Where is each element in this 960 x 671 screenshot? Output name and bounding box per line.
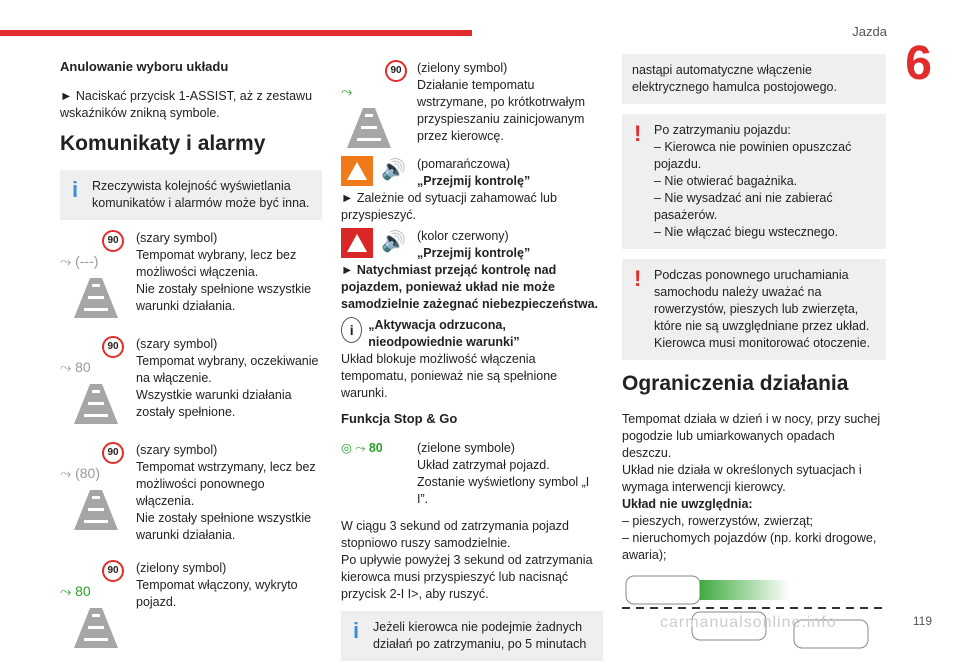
column-1 [60,58,322,666]
section-heading: Komunikaty i alarmy [60,131,266,155]
speed-limit-icon: 90 [385,60,407,82]
chapter-number: 6 [905,37,932,90]
status-item [60,560,322,650]
status-description: (zielony symbol) Tempomat włączony, wykryto pojazd. [136,561,298,610]
status-description: (szary symbol) Tempomat wybrany, lecz bez możliwości włączenia. Nie zostały spełnione wszystkie warunki działania. [136,231,312,314]
speed-value: (---) [75,253,99,270]
speed-value: 80 [75,359,91,376]
stopgo-description: (zielone symbole) Układ zatrzymał pojazd. Zostanie wyświetlony symbol „I I”. [417,440,590,506]
alert-instruction: ► Natychmiast przejąć kontrolę nad pojazdem, ponieważ układ nie może samodzielnie zażegnać niebezpieczeństwa. [341,263,599,311]
alert-labels [417,228,530,262]
status-description: (szary symbol) Tempomat wybrany, oczekiwanie na włączenie. Wszystkie warunki działania zostały spełnione. [136,337,319,420]
alert-icons [341,156,417,190]
limits-subtitle: Układ nie uwzględnia: [622,496,753,511]
speed-symbol: ⤳ (---) [60,253,99,270]
road-icon [74,278,118,318]
speed-symbol: ⤳ 80 [60,359,91,376]
info-box [60,170,322,220]
alert-instruction: ► Zależnie od sytuacji zahamować lub przyspieszyć. [341,191,557,222]
road-icon [74,490,118,530]
limits-list: – pieszych, rowerzystów, zwierząt; – nieruchomych pojazdów (np. korki drogowe, awaria); [622,513,877,562]
road-icon [74,608,118,648]
info-icon: i [353,617,360,643]
column-2 [341,60,603,671]
header-red-bar [0,30,472,36]
alert-color-label: (kolor czerwony) [417,229,509,243]
stopgo-symbols: ◎ ⤳ 80 [341,440,383,455]
column-3 [622,54,886,659]
speed-symbol: ⤳ [341,83,353,99]
info-box-continued [622,54,886,104]
speed-limit-icon: 90 [102,230,124,252]
road-icon [74,384,118,424]
warning-icon: ! [634,266,642,291]
cruise-status-icon [341,60,413,150]
section-title: Jazda [852,24,887,39]
cancel-title: Anulowanie wyboru układu [60,59,229,74]
cruise-status-icon [60,230,132,320]
alert-instruction: Układ blokuje możliwość włączenia tempomatu, ponieważ nie są spełnione warunki. [341,352,558,400]
stopgo-item [341,440,603,508]
info-circle-icon: i [341,317,362,343]
speed-value: (80) [75,465,100,482]
speed-limit-icon: 90 [102,336,124,358]
stopgo-paragraph: W ciągu 3 sekund od zatrzymania pojazd stopniowo ruszy samodzielnie. Po upływie powyżej 3 sekund od zatrzymania kierowca musi przyspieszyć lub nacisnąć przycisk 2-I I>, aby ruszyć. [341,518,593,601]
watermark: carmanualsonline.info [660,614,837,631]
warning-text: Po zatrzymaniu pojazdu: – Kierowca nie powinien opuszczać pojazdu. – Nie otwierać bagażnika. – Nie wysadzać ani nie zabierać pasażerów. – Nie włączać biegu wstecznego. [654,123,852,239]
cruise-status-icon [60,336,132,426]
orange-alert [341,156,603,224]
status-item [60,230,322,320]
page-number: 119 [912,614,932,628]
speed-symbol: ⤳ (80) [60,465,100,482]
warning-icon: ! [634,121,642,146]
alert-message: „Aktywacja odrzucona, nieodpowiednie warunki” [368,318,520,349]
stopgo-title: Funkcja Stop & Go [341,411,458,426]
alert-message: „Przejmij kontrolę” [417,246,531,260]
cruise-status-icon [60,560,132,650]
road-icon [347,108,391,148]
info-box [341,611,603,661]
warning-triangle-icon [341,228,373,258]
status-item [60,442,322,544]
alert-color-label: (pomarańczowa) [417,157,511,171]
speaker-icon: 🔊 [381,231,406,254]
status-item [341,60,603,150]
section-heading: Ograniczenia działania [622,372,849,395]
warning-box [622,114,886,249]
status-description: (zielony symbol) Działanie tempomatu wstrzymane, po krótkotrwałym przyspieszaniu zainicjowanym przez kierowcę. [417,61,586,143]
speed-limit-icon: 90 [102,560,124,582]
speaker-icon: 🔊 [381,159,406,182]
speed-limit-icon: 90 [102,442,124,464]
speed-value: 80 [75,583,91,600]
speed-symbol: ⤳ 80 [60,583,91,600]
limits-paragraph: Tempomat działa w dzień i w nocy, przy suchej pogodzie lub umiarkowanych opadach deszczu. Układ nie działa w określonych sytuacjach i wymaga interwencji kierowcy. [622,411,881,494]
speed-value: 80 [368,440,383,455]
warning-triangle-icon [341,156,373,186]
red-alert [341,228,603,313]
alert-icons [341,228,417,262]
info-text: Jeżeli kierowca nie podejmie żadnych działań po zatrzymaniu, po 5 minutach [373,619,587,651]
cancel-text: ► Naciskać przycisk 1-ASSIST, aż z zestawu wskaźników znikną symbole. [60,88,313,120]
alert-message: „Przejmij kontrolę” [417,174,531,188]
status-description: (szary symbol) Tempomat wstrzymany, lecz bez możliwości ponownego włączenia. Nie zostały spełnione wszystkie warunki działania. [136,443,316,543]
info-text: Rzeczywista kolejność wyświetlania komunikatów i alarmów może być inna. [92,179,310,211]
status-item [60,336,322,426]
info-icon: i [72,177,79,203]
activation-alert [341,317,603,402]
alert-labels [417,156,530,190]
warning-text: Podczas ponownego uruchamiania samochodu należy uważać na rowerzystów, pieszych lub zwierzęta, które nie są uwzględniane przez układ. Kierowca musi monitorować otoczenie. [654,268,871,350]
cruise-status-icon [60,442,132,532]
warning-box [622,259,886,360]
info-text: nastąpi automatyczne włączenie elektrycznego hamulca postojowego. [632,63,837,94]
